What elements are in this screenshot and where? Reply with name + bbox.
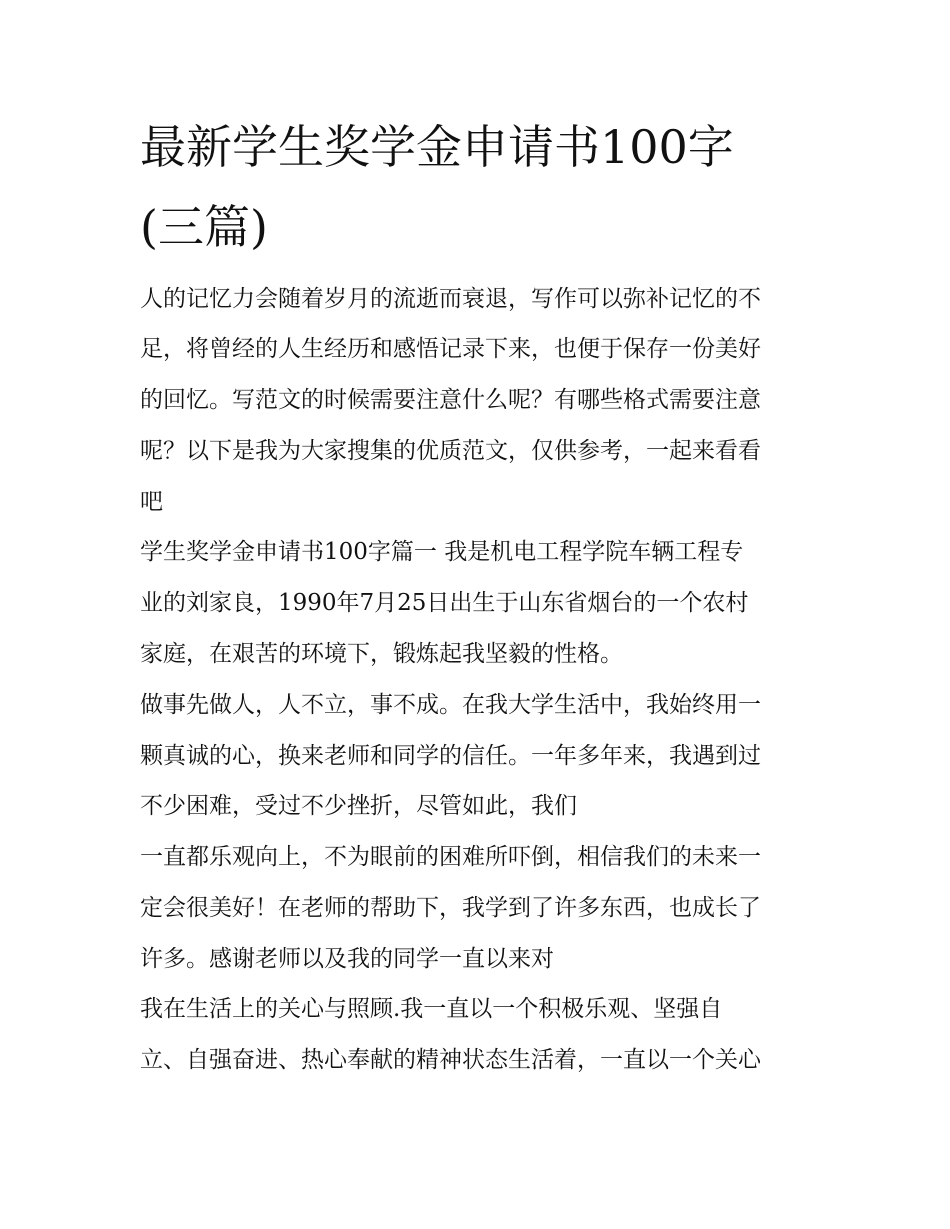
body-line-1: 人的记忆力会随着岁月的流逝而衰退，写作可以弥补记忆的不 [140, 286, 761, 312]
body-line-7: 业的刘家良，1990年7月25日出生于山东省烟台的一个农村 [140, 590, 749, 616]
body-line-3: 的回忆。写范文的时候需要注意什么呢？有哪些格式需要注意 [140, 387, 761, 413]
body-line-2: 足，将曾经的人生经历和感悟记录下来，也便于保存一份美好 [140, 336, 761, 362]
body-line-4: 呢？以下是我为大家搜集的优质范文，仅供参考，一起来看看 [140, 438, 761, 464]
body-line-11: 不少困难，受过不少挫折，尽管如此，我们 [140, 793, 577, 819]
body-line-6: 学生奖学金申请书100字篇一 我是机电工程学院车辆工程专 [140, 539, 744, 565]
page-title-line-2: (三篇) [140, 200, 268, 254]
page-title-line-1: 最新学生奖学金申请书100字 [140, 120, 734, 174]
body-line-12: 一直都乐观向上，不为眼前的困难所吓倒，相信我们的未来一 [140, 844, 761, 870]
body-line-9: 做事先做人，人不立，事不成。在我大学生活中，我始终用一 [140, 692, 761, 718]
body-line-13: 定会很美好！在老师的帮助下，我学到了许多东西，也成长了 [140, 895, 761, 921]
body-line-5: 吧 [140, 489, 163, 515]
body-line-15: 我在生活上的关心与照顾.我一直以一个积极乐观、坚强自 [140, 996, 723, 1022]
body-line-14: 许多。感谢老师以及我的同学一直以来对 [140, 946, 554, 972]
body-line-16: 立、自强奋进、热心奉献的精神状态生活着，一直以一个关心 [140, 1047, 761, 1073]
body-line-10: 颗真诚的心，换来老师和同学的信任。一年多年来，我遇到过 [140, 743, 761, 769]
body-line-8: 家庭，在艰苦的环境下，锻炼起我坚毅的性格。 [140, 641, 623, 667]
